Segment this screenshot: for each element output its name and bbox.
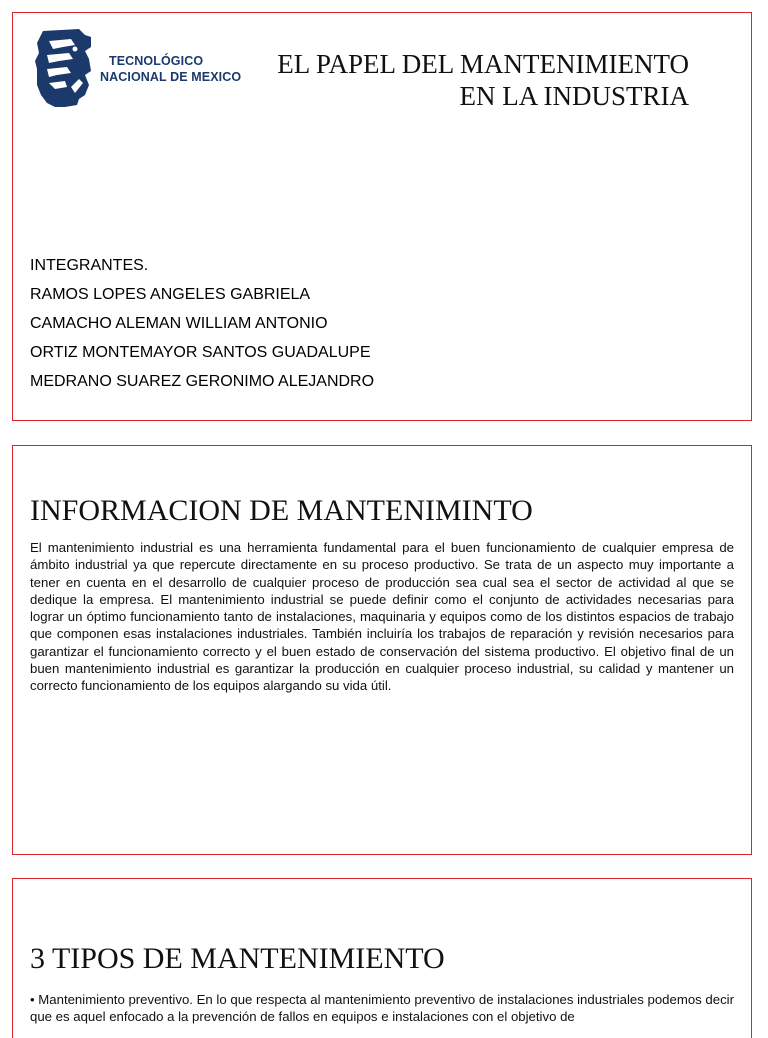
section-title: INFORMACION DE MANTENIMINTO [30,494,533,527]
types-slide [12,878,752,1038]
logo-text-line2: NACIONAL DE MEXICO [100,70,242,84]
tecnm-gear-eagle-icon [35,25,95,111]
title-line-1: EL PAPEL DEL MANTENIMIENTO [277,49,689,79]
member-name: RAMOS LOPES ANGELES GABRIELA [30,286,311,303]
members-list [30,251,374,396]
section-body: • Mantenimiento preventivo. En lo que respecta al mantenimiento preventivo de instalaciones industriales podemos decir que es aquel enfocado a la prevención de fallos en equipos e instalaciones con el objetivo de [30,992,734,1025]
section-body: El mantenimiento industrial es una herramienta fundamental para el buen funcionamiento de cualquier empresa de ámbito industrial ya que repercute directamente en su proceso productivo. Se trata de un aspecto muy importante a tener en cuenta en el desarrollo de cualquier proceso de producción sea cual sea el sector de actividad al que se dedique la empresa. El mantenimiento industrial se puede definir como el conjunto de actividades necesarias para lograr un óptimo funcionamiento tanto de instalaciones, maquinaria y equipos como de los distintos espacios de trabajo que componen esas instalaciones industriales. También incluiría los trabajos de reparación y revisión necesarios para garantizar el funcionamiento correcto y el buen estado de conservación del sistema productivo. El objetivo final de un buen mantenimiento industrial es garantizar la producción en cualquier proceso industrial, su calidad y mantener un correcto funcionamiento de los equipos alargando su vida útil. [30,540,734,694]
member-name: CAMACHO ALEMAN WILLIAM ANTONIO [30,315,328,332]
logo-text-line1: TECNOLÓGICO [109,54,204,68]
presentation-title [277,48,689,112]
title-line-2: EN LA INDUSTRIA [459,81,689,111]
institution-logo [35,25,245,111]
members-heading: INTEGRANTES. [30,257,149,274]
member-name: MEDRANO SUAREZ GERONIMO ALEJANDRO [30,373,375,390]
section-title: 3 TIPOS DE MANTENIMIENTO [30,942,445,975]
info-slide [12,445,752,855]
member-name: ORTIZ MONTEMAYOR SANTOS GUADALUPE [30,344,371,361]
cover-slide [12,12,752,421]
